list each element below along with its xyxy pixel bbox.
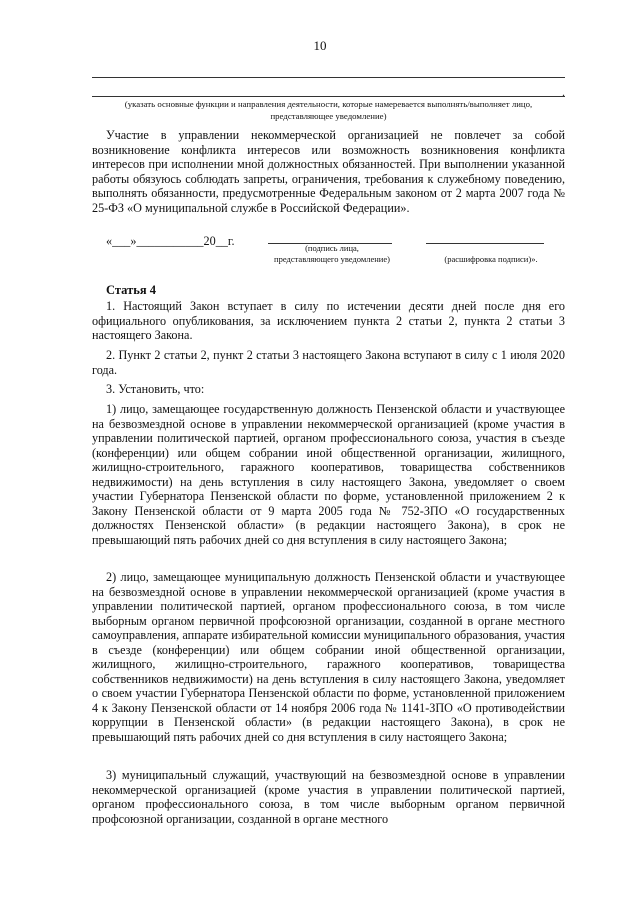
article-paragraph-2: 2. Пункт 2 статьи 2, пункт 2 статьи 3 настоящего Закона вступают в силу с 1 июля 2020 года. xyxy=(92,348,565,377)
signature-caption xyxy=(262,243,402,265)
statement-paragraph: Участие в управлении некоммерческой организацией не повлечет за собой возникновение конфликта интересов или возможность возникновения конфликта интересов при исполнении мной должностных обязанностей. При выполнении указанной работы обязуюсь соблюдать запреты, ограничения, требования к служебному поведению, выполнять обязанности, предусмотренные Федеральным законом от 2 марта 2007 года № 25-ФЗ «О муниципальной службе в Российской Федерации». xyxy=(92,128,565,215)
fill-in-line-1 xyxy=(92,77,565,78)
article-paragraph-1: 1. Настоящий Закон вступает в силу по истечении десяти дней после дня его официального опубликования, за исключением пункта 2 статьи 2, пункта 2 статьи 3 настоящего Закона. xyxy=(92,299,565,342)
fill-in-caption-line-1: (указать основные функции и направления деятельности, которые намеревается выполнять/выполняет лицо, xyxy=(124,99,533,109)
date-field: «___»___________20__г. xyxy=(106,234,235,248)
fill-in-caption xyxy=(92,98,565,122)
page-number: 10 xyxy=(313,38,327,53)
decoding-line xyxy=(426,243,544,244)
article-paragraph-5: 2) лицо, замещающее муниципальную должность Пензенской области и участвующее на безвозмездной основе в управлении некоммерческой организацией (кроме участия в управлении политической партией, органом профессионального союза, в том числе выборным органом первичной профсоюзной организации, созданной в органе местного самоуправления, аппарате избирательной комиссии муниципального образования, участия в съезде (конференции) или общем собрании иной общественной организации, жилищного, жилищно-строительного, гаражного кооперативов, товарищества собственников недвижимости) на день вступления в силу настоящего Закона, уведомляет о своем участии Губернатора Пензенской области по форме, установленной приложением 4 к Закону Пензенской области от 14 ноября 2006 года № 1141-ЗПО «О противодействии коррупции в Пензенской области» (в редакции настоящего Закона), в срок не превышающий пять рабочих дней со дня вступления в силу настоящего Закона; xyxy=(92,570,565,744)
signature-caption-line-1: (подпись лица, xyxy=(305,243,359,253)
article-paragraph-6: 3) муниципальный служащий, участвующий на безвозмездной основе в управлении некоммерческой организацией (кроме участия в управлении политической партией, органом профессионального союза, в том числе выборным органом первичной профсоюзной организации, созданной в органе местного xyxy=(92,768,565,826)
article-heading: Статья 4 xyxy=(106,283,156,297)
fill-in-line-2 xyxy=(92,96,565,97)
decoding-caption: (расшифровка подписи)». xyxy=(444,254,538,264)
fill-in-trailing-mark: . xyxy=(562,85,565,99)
signature-caption-line-2: представляющего уведомление) xyxy=(274,254,390,264)
fill-in-caption-line-2: представляющее уведомление) xyxy=(270,111,387,121)
article-paragraph-3: 3. Установить, что: xyxy=(106,382,205,396)
article-paragraph-4: 1) лицо, замещающее государственную должность Пензенской области и участвующее на безвозмездной основе в управлении некоммерческой организацией (кроме участия в управлении политической партией, органом профессионального союза, участия в съезде (конференции) или общем собрании иной общественной организации, жилищного, жилищно-строительного, гаражного кооперативов, товарищества собственников недвижимости) на день вступления в силу настоящего Закона, уведомляет о своем участии Губернатора Пензенской области по форме, установленной приложением 2 к Закону Пензенской области от 9 марта 2005 года № 752-ЗПО «О государственных должностях Пензенской области» (в редакции настоящего Закона), в срок не превышающий пять рабочих дней со дня вступления в силу настоящего Закона; xyxy=(92,402,565,547)
